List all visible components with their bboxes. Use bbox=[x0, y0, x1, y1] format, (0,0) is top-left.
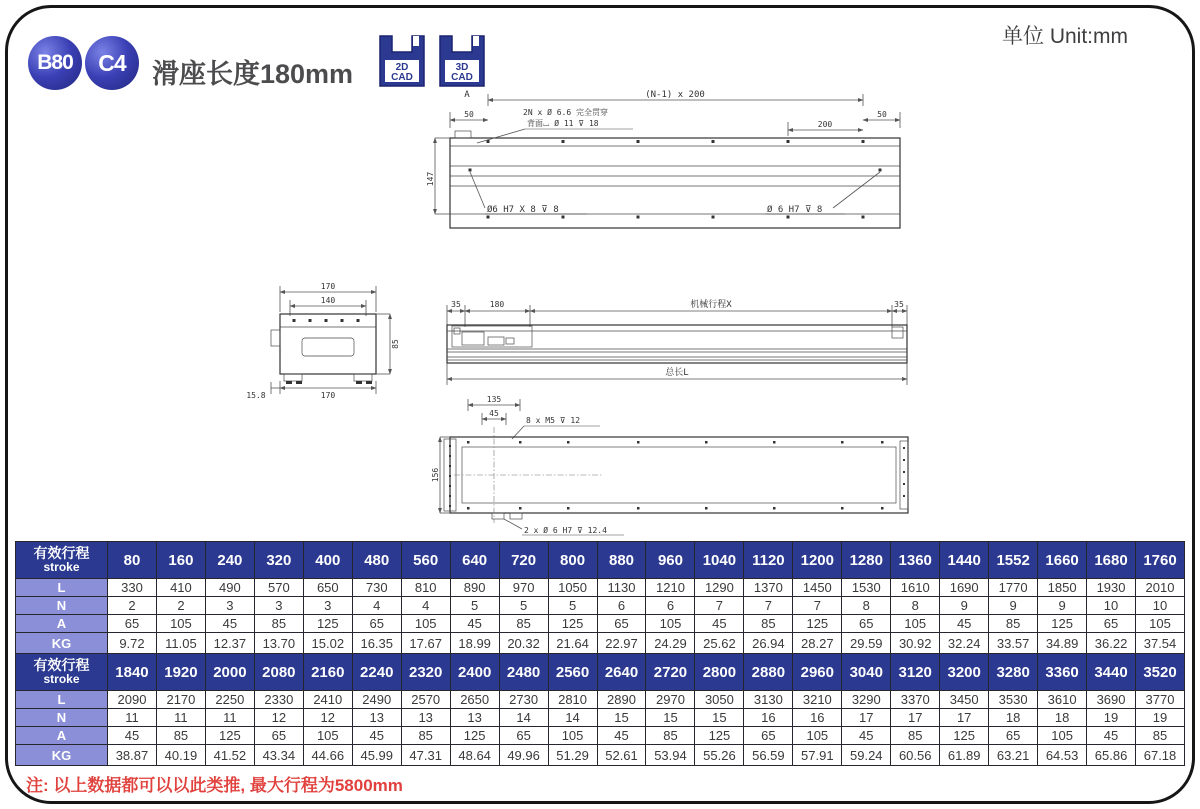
page-title: 滑座长度180mm bbox=[152, 59, 354, 89]
table-cell: 11 bbox=[205, 709, 254, 727]
cad-3d-line2: CAD bbox=[451, 72, 473, 83]
table-row bbox=[16, 633, 1185, 654]
table-cell: 2890 bbox=[597, 691, 646, 709]
stroke-value-cell: 1680 bbox=[1087, 542, 1136, 579]
table-cell: 730 bbox=[352, 579, 401, 597]
table-cell: 6 bbox=[646, 597, 695, 615]
stroke-label-cn: 有效行程 bbox=[33, 657, 90, 674]
table-cell: 3770 bbox=[1136, 691, 1185, 709]
dim-pitch: (N-1) x 200 bbox=[645, 90, 705, 100]
dim-15-8: 15.8 bbox=[246, 391, 266, 400]
table-cell: 890 bbox=[450, 579, 499, 597]
table-cell: 85 bbox=[646, 727, 695, 745]
table-cell: 65 bbox=[499, 727, 548, 745]
table-cell: 1210 bbox=[646, 579, 695, 597]
stroke-value-cell: 3440 bbox=[1087, 654, 1136, 691]
dim-135: 135 bbox=[486, 395, 502, 404]
table-cell: 45.99 bbox=[352, 745, 401, 766]
table-cell: 5 bbox=[499, 597, 548, 615]
table-cell: 9.72 bbox=[108, 633, 157, 654]
table-cell: 60.56 bbox=[891, 745, 940, 766]
table-cell: 13.70 bbox=[254, 633, 303, 654]
table-cell: 40.19 bbox=[156, 745, 205, 766]
table-cell: 1770 bbox=[989, 579, 1038, 597]
dim-170-bottom: 170 bbox=[320, 391, 336, 400]
table-cell: 105 bbox=[303, 727, 352, 745]
table-cell: 105 bbox=[1136, 615, 1185, 633]
table-cell: 2170 bbox=[156, 691, 205, 709]
table-cell: 2010 bbox=[1136, 579, 1185, 597]
table-row bbox=[16, 579, 1185, 597]
table-cell: 105 bbox=[156, 615, 205, 633]
table-cell: 3210 bbox=[793, 691, 842, 709]
stroke-value-cell: 1120 bbox=[744, 542, 793, 579]
stroke-value-cell: 880 bbox=[597, 542, 646, 579]
table-cell: 19 bbox=[1087, 709, 1136, 727]
plan-view-drawing bbox=[431, 395, 920, 539]
table-cell: 15 bbox=[695, 709, 744, 727]
cad-3d-icon[interactable] bbox=[437, 34, 487, 88]
table-cell: 10 bbox=[1136, 597, 1185, 615]
dim-height-147: 147 bbox=[426, 171, 435, 187]
table-cell: 15 bbox=[646, 709, 695, 727]
stroke-value-cell: 2160 bbox=[303, 654, 352, 691]
stroke-label-en: stroke bbox=[43, 672, 80, 687]
table-cell: 105 bbox=[1038, 727, 1087, 745]
stroke-header-label bbox=[16, 654, 108, 691]
table-cell: 45 bbox=[940, 615, 989, 633]
stroke-value-cell: 320 bbox=[254, 542, 303, 579]
table-cell: 67.18 bbox=[1136, 745, 1185, 766]
stroke-value-cell: 480 bbox=[352, 542, 401, 579]
table-cell: 65.86 bbox=[1087, 745, 1136, 766]
table-cell: 38.87 bbox=[108, 745, 157, 766]
table-cell: 2090 bbox=[108, 691, 157, 709]
table-cell: 125 bbox=[940, 727, 989, 745]
table-cell: 11 bbox=[108, 709, 157, 727]
table-cell: 570 bbox=[254, 579, 303, 597]
table-cell: 85 bbox=[401, 727, 450, 745]
table-cell: 6 bbox=[597, 597, 646, 615]
stroke-value-cell: 2240 bbox=[352, 654, 401, 691]
table-cell: 10 bbox=[1087, 597, 1136, 615]
table-cell: 2970 bbox=[646, 691, 695, 709]
table-cell: 13 bbox=[401, 709, 450, 727]
stroke-value-cell: 400 bbox=[303, 542, 352, 579]
table-cell: 3290 bbox=[842, 691, 891, 709]
table-cell: 16 bbox=[793, 709, 842, 727]
stroke-value-cell: 1360 bbox=[891, 542, 940, 579]
table-cell: 9 bbox=[989, 597, 1038, 615]
right-hole-note: Ø 6 H7 ⊽ 8 bbox=[767, 205, 823, 215]
table-cell: 105 bbox=[646, 615, 695, 633]
table-cell: 2 bbox=[156, 597, 205, 615]
table-cell: 85 bbox=[156, 727, 205, 745]
table-cell: 105 bbox=[793, 727, 842, 745]
table-cell: 65 bbox=[352, 615, 401, 633]
table-cell: 970 bbox=[499, 579, 548, 597]
table-cell: 41.52 bbox=[205, 745, 254, 766]
side-view-drawing bbox=[440, 293, 920, 389]
dim-35-right: 35 bbox=[894, 300, 904, 309]
table-cell: 45 bbox=[842, 727, 891, 745]
stroke-value-cell: 2560 bbox=[548, 654, 597, 691]
hole-note-line1: 2N x Ø 6.6 完全贯穿 bbox=[523, 108, 608, 117]
table-cell: 85 bbox=[744, 615, 793, 633]
table-cell: 64.53 bbox=[1038, 745, 1087, 766]
table-cell: 45 bbox=[450, 615, 499, 633]
table-cell: 105 bbox=[891, 615, 940, 633]
table-cell: 65 bbox=[842, 615, 891, 633]
table-cell: 14 bbox=[548, 709, 597, 727]
table-cell: 48.64 bbox=[450, 745, 499, 766]
table-cell: 1050 bbox=[548, 579, 597, 597]
stroke-value-cell: 1040 bbox=[695, 542, 744, 579]
table-cell: 1850 bbox=[1038, 579, 1087, 597]
table-cell: 105 bbox=[401, 615, 450, 633]
stroke-value-cell: 1280 bbox=[842, 542, 891, 579]
stroke-value-cell: 1200 bbox=[793, 542, 842, 579]
table-cell: 29.59 bbox=[842, 633, 891, 654]
dim-total-length: 总长L bbox=[665, 368, 689, 378]
table-cell: 17 bbox=[842, 709, 891, 727]
unit-label: 单位 Unit:mm bbox=[1002, 25, 1128, 48]
dim-45: 45 bbox=[489, 409, 499, 418]
table-cell: 15 bbox=[597, 709, 646, 727]
dim-200: 200 bbox=[817, 120, 833, 129]
table-cell: 43.34 bbox=[254, 745, 303, 766]
table-row bbox=[16, 709, 1185, 727]
table-cell: 410 bbox=[156, 579, 205, 597]
table-cell: 3370 bbox=[891, 691, 940, 709]
stroke-label-cn: 有效行程 bbox=[33, 545, 90, 562]
table-cell: 330 bbox=[108, 579, 157, 597]
table-cell: 36.22 bbox=[1087, 633, 1136, 654]
cad-2d-icon[interactable] bbox=[377, 34, 427, 88]
table-cell: 28.27 bbox=[793, 633, 842, 654]
stroke-header-label bbox=[16, 542, 108, 579]
dim-35-left: 35 bbox=[451, 300, 461, 309]
table-row bbox=[16, 691, 1185, 709]
table-cell: 2490 bbox=[352, 691, 401, 709]
table-cell: 55.26 bbox=[695, 745, 744, 766]
bottom-holes-note: 2 x Ø 6 H7 ⊽ 12.4 bbox=[524, 526, 607, 535]
table-cell: 52.61 bbox=[597, 745, 646, 766]
stroke-value-cell: 800 bbox=[548, 542, 597, 579]
table-cell: 125 bbox=[793, 615, 842, 633]
table-cell: 4 bbox=[352, 597, 401, 615]
table-cell: 1130 bbox=[597, 579, 646, 597]
table-cell: 1690 bbox=[940, 579, 989, 597]
table-cell: 32.24 bbox=[940, 633, 989, 654]
table-cell: 1370 bbox=[744, 579, 793, 597]
dim-85: 85 bbox=[391, 339, 400, 349]
stroke-table-2 bbox=[15, 653, 1185, 766]
table-cell: 14 bbox=[499, 709, 548, 727]
stroke-value-cell: 1760 bbox=[1136, 542, 1185, 579]
table-cell: 2650 bbox=[450, 691, 499, 709]
cad-2d-line2: CAD bbox=[391, 72, 413, 83]
table-cell: 16.35 bbox=[352, 633, 401, 654]
table-cell: 11 bbox=[156, 709, 205, 727]
stroke-value-cell: 3280 bbox=[989, 654, 1038, 691]
table-cell: 61.89 bbox=[940, 745, 989, 766]
dim-180-slider: 180 bbox=[489, 300, 505, 309]
table-cell: 45 bbox=[1087, 727, 1136, 745]
table-cell: 21.64 bbox=[548, 633, 597, 654]
table-cell: 2810 bbox=[548, 691, 597, 709]
table-cell: 490 bbox=[205, 579, 254, 597]
table-cell: 4 bbox=[401, 597, 450, 615]
table-cell: 650 bbox=[303, 579, 352, 597]
table-cell: 34.89 bbox=[1038, 633, 1087, 654]
cad-2d-line1: 2D bbox=[395, 62, 409, 73]
table-cell: 19 bbox=[1136, 709, 1185, 727]
table-cell: 5 bbox=[450, 597, 499, 615]
table-cell: 125 bbox=[1038, 615, 1087, 633]
table-cell: 17 bbox=[891, 709, 940, 727]
stroke-value-cell: 3360 bbox=[1038, 654, 1087, 691]
dim-170-top: 170 bbox=[320, 282, 336, 291]
stroke-value-cell: 2800 bbox=[695, 654, 744, 691]
table-cell: 65 bbox=[254, 727, 303, 745]
section-view-drawing bbox=[238, 282, 413, 400]
table-cell: 105 bbox=[548, 727, 597, 745]
table-cell: 9 bbox=[940, 597, 989, 615]
stroke-value-cell: 2880 bbox=[744, 654, 793, 691]
table-cell: 17 bbox=[940, 709, 989, 727]
stroke-value-cell: 3040 bbox=[842, 654, 891, 691]
stroke-table-1 bbox=[15, 541, 1185, 654]
dim-a: A bbox=[464, 90, 470, 100]
table-cell: 1930 bbox=[1087, 579, 1136, 597]
table-cell: 13 bbox=[352, 709, 401, 727]
stroke-value-cell: 1440 bbox=[940, 542, 989, 579]
stroke-value-cell: 3120 bbox=[891, 654, 940, 691]
stroke-value-cell: 1552 bbox=[989, 542, 1038, 579]
table-cell: 3050 bbox=[695, 691, 744, 709]
disk-notch bbox=[413, 36, 419, 46]
table-row bbox=[16, 615, 1185, 633]
dim-156: 156 bbox=[431, 467, 440, 483]
table-cell: 45 bbox=[695, 615, 744, 633]
table-cell: 65 bbox=[744, 727, 793, 745]
table-row bbox=[16, 745, 1185, 766]
table-cell: 13 bbox=[450, 709, 499, 727]
row-label-kg: KG bbox=[16, 633, 108, 654]
table-cell: 5 bbox=[548, 597, 597, 615]
table-cell: 12 bbox=[254, 709, 303, 727]
slider-block bbox=[452, 326, 532, 347]
table-cell: 3610 bbox=[1038, 691, 1087, 709]
table-cell: 65 bbox=[108, 615, 157, 633]
stroke-value-cell: 1660 bbox=[1038, 542, 1087, 579]
table-cell: 15.02 bbox=[303, 633, 352, 654]
table-cell: 3690 bbox=[1087, 691, 1136, 709]
series-badge-b80: B80 bbox=[28, 36, 82, 90]
table-cell: 1530 bbox=[842, 579, 891, 597]
table-cell: 7 bbox=[695, 597, 744, 615]
table-cell: 9 bbox=[1038, 597, 1087, 615]
table-cell: 7 bbox=[744, 597, 793, 615]
table-cell: 3 bbox=[303, 597, 352, 615]
table-cell: 1290 bbox=[695, 579, 744, 597]
stroke-value-cell: 2080 bbox=[254, 654, 303, 691]
table-cell: 49.96 bbox=[499, 745, 548, 766]
stroke-value-cell: 240 bbox=[205, 542, 254, 579]
series-badge-c4: C4 bbox=[85, 36, 139, 90]
stroke-value-cell: 2400 bbox=[450, 654, 499, 691]
stroke-label-en: stroke bbox=[43, 560, 80, 575]
table-cell: 45 bbox=[597, 727, 646, 745]
stroke-value-cell: 2960 bbox=[793, 654, 842, 691]
table-row bbox=[16, 542, 1185, 579]
left-hole-note: Ø6 H7 X 8 ⊽ 8 bbox=[487, 205, 559, 215]
table-cell: 2330 bbox=[254, 691, 303, 709]
table-cell: 65 bbox=[597, 615, 646, 633]
table-cell: 3130 bbox=[744, 691, 793, 709]
table-cell: 17.67 bbox=[401, 633, 450, 654]
stroke-value-cell: 3200 bbox=[940, 654, 989, 691]
table-row bbox=[16, 654, 1185, 691]
stroke-value-cell: 560 bbox=[401, 542, 450, 579]
table-cell: 125 bbox=[303, 615, 352, 633]
stroke-value-cell: 2640 bbox=[597, 654, 646, 691]
row-label-l: L bbox=[16, 579, 108, 597]
stroke-value-cell: 640 bbox=[450, 542, 499, 579]
table-cell: 2 bbox=[108, 597, 157, 615]
stroke-value-cell: 1920 bbox=[156, 654, 205, 691]
table-cell: 12 bbox=[303, 709, 352, 727]
stroke-value-cell: 80 bbox=[108, 542, 157, 579]
row-label-kg: KG bbox=[16, 745, 108, 766]
cad-3d-line1: 3D bbox=[455, 62, 469, 73]
table-cell: 810 bbox=[401, 579, 450, 597]
table-cell: 2730 bbox=[499, 691, 548, 709]
stroke-value-cell: 2000 bbox=[205, 654, 254, 691]
table-cell: 65 bbox=[989, 727, 1038, 745]
table-cell: 22.97 bbox=[597, 633, 646, 654]
table-cell: 59.24 bbox=[842, 745, 891, 766]
table-cell: 20.32 bbox=[499, 633, 548, 654]
table-cell: 85 bbox=[254, 615, 303, 633]
table-cell: 45 bbox=[352, 727, 401, 745]
table-cell: 37.54 bbox=[1136, 633, 1185, 654]
table-cell: 44.66 bbox=[303, 745, 352, 766]
table-cell: 11.05 bbox=[156, 633, 205, 654]
stroke-value-cell: 2720 bbox=[646, 654, 695, 691]
table-cell: 3 bbox=[205, 597, 254, 615]
dim-50-left: 50 bbox=[464, 110, 474, 119]
table-cell: 12.37 bbox=[205, 633, 254, 654]
front-view-drawing bbox=[425, 86, 925, 238]
footer-note: 注: 以上数据都可以以此类推, 最大行程为5800mm bbox=[26, 776, 403, 795]
table-cell: 3 bbox=[254, 597, 303, 615]
table-cell: 25.62 bbox=[695, 633, 744, 654]
stroke-value-cell: 1840 bbox=[108, 654, 157, 691]
table-cell: 18 bbox=[989, 709, 1038, 727]
table-cell: 57.91 bbox=[793, 745, 842, 766]
table-cell: 56.59 bbox=[744, 745, 793, 766]
stroke-value-cell: 960 bbox=[646, 542, 695, 579]
table-cell: 125 bbox=[548, 615, 597, 633]
row-label-l: L bbox=[16, 691, 108, 709]
table-row bbox=[16, 597, 1185, 615]
table-cell: 51.29 bbox=[548, 745, 597, 766]
table-cell: 53.94 bbox=[646, 745, 695, 766]
table-cell: 18.99 bbox=[450, 633, 499, 654]
row-label-a: A bbox=[16, 727, 108, 745]
table-cell: 63.21 bbox=[989, 745, 1038, 766]
top-holes-note: 8 x M5 ⊽ 12 bbox=[526, 416, 581, 425]
table-cell: 16 bbox=[744, 709, 793, 727]
table-cell: 18 bbox=[1038, 709, 1087, 727]
table-cell: 3450 bbox=[940, 691, 989, 709]
table-cell: 47.31 bbox=[401, 745, 450, 766]
table-cell: 30.92 bbox=[891, 633, 940, 654]
table-cell: 2250 bbox=[205, 691, 254, 709]
row-label-n: N bbox=[16, 709, 108, 727]
stroke-value-cell: 2480 bbox=[499, 654, 548, 691]
table-cell: 3530 bbox=[989, 691, 1038, 709]
stroke-value-cell: 160 bbox=[156, 542, 205, 579]
dim-50-right: 50 bbox=[877, 110, 887, 119]
table-cell: 85 bbox=[499, 615, 548, 633]
dim-140: 140 bbox=[320, 296, 336, 305]
table-cell: 7 bbox=[793, 597, 842, 615]
table-cell: 26.94 bbox=[744, 633, 793, 654]
table-cell: 85 bbox=[891, 727, 940, 745]
table-cell: 24.29 bbox=[646, 633, 695, 654]
table-cell: 125 bbox=[450, 727, 499, 745]
disk-notch bbox=[473, 36, 479, 46]
row-label-a: A bbox=[16, 615, 108, 633]
hole-note-line2: 背面⌴ Ø 11 ⊽ 18 bbox=[527, 119, 599, 128]
stroke-value-cell: 3520 bbox=[1136, 654, 1185, 691]
table-cell: 33.57 bbox=[989, 633, 1038, 654]
table-row bbox=[16, 727, 1185, 745]
table-cell: 125 bbox=[695, 727, 744, 745]
table-cell: 2410 bbox=[303, 691, 352, 709]
table-cell: 45 bbox=[108, 727, 157, 745]
table-cell: 8 bbox=[891, 597, 940, 615]
table-cell: 65 bbox=[1087, 615, 1136, 633]
table-cell: 45 bbox=[205, 615, 254, 633]
table-cell: 2570 bbox=[401, 691, 450, 709]
stroke-value-cell: 2320 bbox=[401, 654, 450, 691]
row-label-n: N bbox=[16, 597, 108, 615]
table-cell: 85 bbox=[989, 615, 1038, 633]
table-cell: 1450 bbox=[793, 579, 842, 597]
table-cell: 8 bbox=[842, 597, 891, 615]
stroke-value-cell: 720 bbox=[499, 542, 548, 579]
table-cell: 85 bbox=[1136, 727, 1185, 745]
table-cell: 1610 bbox=[891, 579, 940, 597]
table-cell: 125 bbox=[205, 727, 254, 745]
dim-mech-stroke: 机械行程X bbox=[690, 300, 732, 310]
